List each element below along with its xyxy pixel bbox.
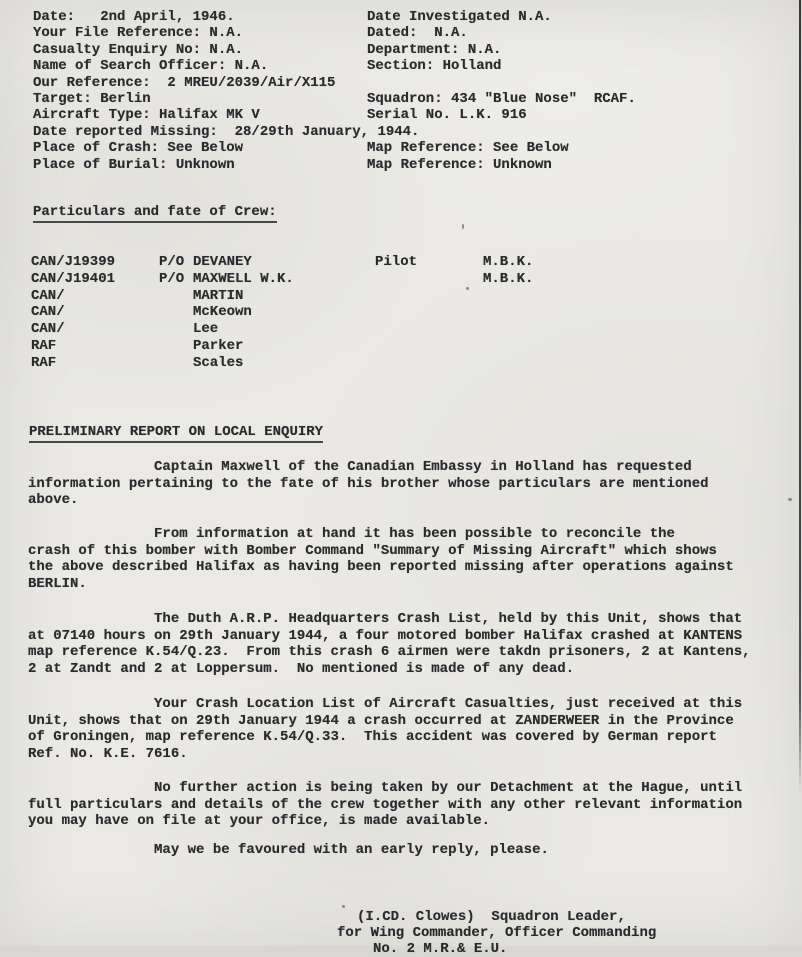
paper-speck	[788, 498, 792, 501]
crew-service-number: CAN/J19401	[31, 270, 116, 287]
report-paragraph	[28, 696, 742, 762]
header-field-place-of-crash: Place of Crash: See Below	[33, 140, 244, 157]
header-row	[33, 140, 802, 156]
header-field-place-of-burial: Place of Burial: Unknown	[33, 156, 235, 173]
crew-name: Lee	[193, 321, 219, 338]
report-paragraph	[28, 780, 742, 830]
crew-row	[31, 271, 802, 288]
paragraph-line: of Groningen, map reference K.54/Q.33. This accident was covered by German report	[28, 729, 717, 746]
crew-heading-text: Particulars and fate of Crew:	[33, 204, 277, 223]
crew-row	[31, 288, 802, 305]
header-row	[33, 25, 802, 41]
paragraph-line: you may have on file at your office, is made available.	[28, 813, 491, 830]
header-field-date-reported-missing: Date reported Missing: 28/29th January, 1944.	[33, 123, 420, 140]
crew-table	[31, 254, 802, 372]
crew-service-number: CAN/J19399	[31, 254, 116, 270]
paragraph-line: May we be favoured with an early reply, please.	[28, 842, 549, 858]
report-section-heading	[29, 424, 323, 443]
crew-duty: Pilot	[375, 254, 418, 270]
crew-name: Parker	[193, 337, 244, 354]
header-row	[33, 42, 802, 58]
crew-service-number: CAN/	[31, 321, 65, 338]
report-paragraph	[28, 842, 549, 859]
crew-name: Scales	[193, 354, 244, 371]
header-field-department: Department: N.A.	[367, 41, 502, 58]
crew-fate: M.B.K.	[483, 270, 534, 287]
header-field-dated: Dated: N.A.	[367, 25, 468, 42]
paragraph-line: Unit, shows that on 29th January 1944 a crash occurred at ZANDERWEER in the Province	[28, 712, 734, 729]
signature-name-line: (I.CD. Clowes) Squadron Leader,	[357, 909, 626, 925]
crew-rank: P/O	[159, 254, 185, 270]
signature-unit-line: No. 2 M.R.& E.U.	[373, 941, 508, 957]
header-row	[33, 107, 802, 123]
header-field-your-file-reference: Your File Reference: N.A.	[33, 25, 244, 42]
report-paragraph	[28, 611, 751, 677]
crew-service-number: CAN/	[31, 287, 65, 304]
paragraph-line: at 07140 hours on 29th January 1944, a four motored bomber Halifax crashed at KANTENS	[28, 627, 743, 644]
header-field-section: Section: Holland	[367, 58, 502, 75]
paragraph-line: crash of this bomber with Bomber Command "Summary of Missing Aircraft" which shows	[28, 542, 717, 559]
paragraph-line: above.	[28, 492, 79, 509]
paragraph-line: 2 at Zandt and 2 at Loppersum. No mentioned is made of any dead.	[28, 660, 575, 677]
crew-row	[31, 304, 802, 321]
crew-name: MAXWELL W.K.	[193, 270, 294, 287]
header-field-date-investigated: Date Investigated N.A.	[367, 9, 552, 25]
crew-fate: M.B.K.	[483, 254, 534, 270]
header-field-target: Target: Berlin	[33, 90, 151, 107]
signature-title-line: for Wing Commander, Officer Commanding	[337, 925, 657, 941]
report-paragraph	[28, 459, 709, 509]
paper-speck	[466, 287, 469, 290]
crew-name: McKeown	[193, 304, 252, 321]
header-block	[33, 9, 802, 173]
crew-name: MARTIN	[193, 287, 244, 304]
paragraph-line: BERLIN.	[28, 575, 87, 592]
header-field-map-reference-burial: Map Reference: Unknown	[367, 156, 552, 173]
header-field-aircraft-type: Aircraft Type: Halifax MK V	[33, 107, 260, 124]
header-row	[33, 9, 802, 25]
header-field-our-reference: Our Reference: 2 MREU/2039/Air/X115	[33, 74, 336, 91]
crew-name: DEVANEY	[193, 254, 252, 270]
crew-service-number: CAN/	[31, 304, 65, 321]
crew-row	[31, 254, 802, 271]
header-row	[33, 124, 802, 140]
header-field-serial-no: Serial No. L.K. 916	[367, 107, 527, 124]
paragraph-line: From information at hand it has been possible to reconcile the	[28, 526, 675, 542]
report-paragraph	[28, 526, 734, 592]
crew-service-number: RAF	[31, 354, 57, 371]
header-field-squadron: Squadron: 434 "Blue Nose" RCAF.	[367, 90, 636, 107]
crew-row	[31, 355, 802, 372]
header-field-casualty-enquiry-no: Casualty Enquiry No: N.A.	[33, 41, 244, 58]
paper-speck	[342, 905, 345, 908]
paper-speck	[462, 224, 464, 229]
header-row	[33, 157, 802, 173]
crew-row	[31, 338, 802, 355]
header-row	[33, 75, 802, 91]
paragraph-line: Ref. No. K.E. 7616.	[28, 745, 188, 762]
paragraph-line: the above described Halifax as having been reported missing after operations against	[28, 559, 734, 576]
header-row	[33, 91, 802, 107]
header-field-search-officer: Name of Search Officer: N.A.	[33, 58, 269, 75]
paragraph-line: map reference K.54/Q.23. From this crash 6 airmen were takdn prisoners, 2 at Kantens,	[28, 644, 751, 661]
header-row	[33, 58, 802, 74]
paragraph-line: full particulars and details of the crew together with any other relevant information	[28, 796, 743, 813]
paragraph-line: Your Crash Location List of Aircraft Casualties, just received at this	[28, 696, 743, 712]
paragraph-line: information pertaining to the fate of his brother whose particulars are mentioned	[28, 475, 709, 492]
crew-service-number: RAF	[31, 337, 57, 354]
header-field-map-reference-crash: Map Reference: See Below	[367, 140, 569, 157]
header-field-date: Date: 2nd April, 1946.	[33, 9, 235, 25]
crew-section-heading	[33, 204, 277, 223]
paragraph-line: The Duth A.R.P. Headquarters Crash List, held by this Unit, shows that	[28, 611, 743, 627]
report-heading-text: PRELIMINARY REPORT ON LOCAL ENQUIRY	[29, 424, 323, 443]
paragraph-line: No further action is being taken by our Detachment at the Hague, until	[28, 780, 743, 796]
paragraph-line: Captain Maxwell of the Canadian Embassy in Holland has requested	[28, 459, 692, 475]
crew-row	[31, 321, 802, 338]
crew-rank: P/O	[159, 270, 185, 287]
